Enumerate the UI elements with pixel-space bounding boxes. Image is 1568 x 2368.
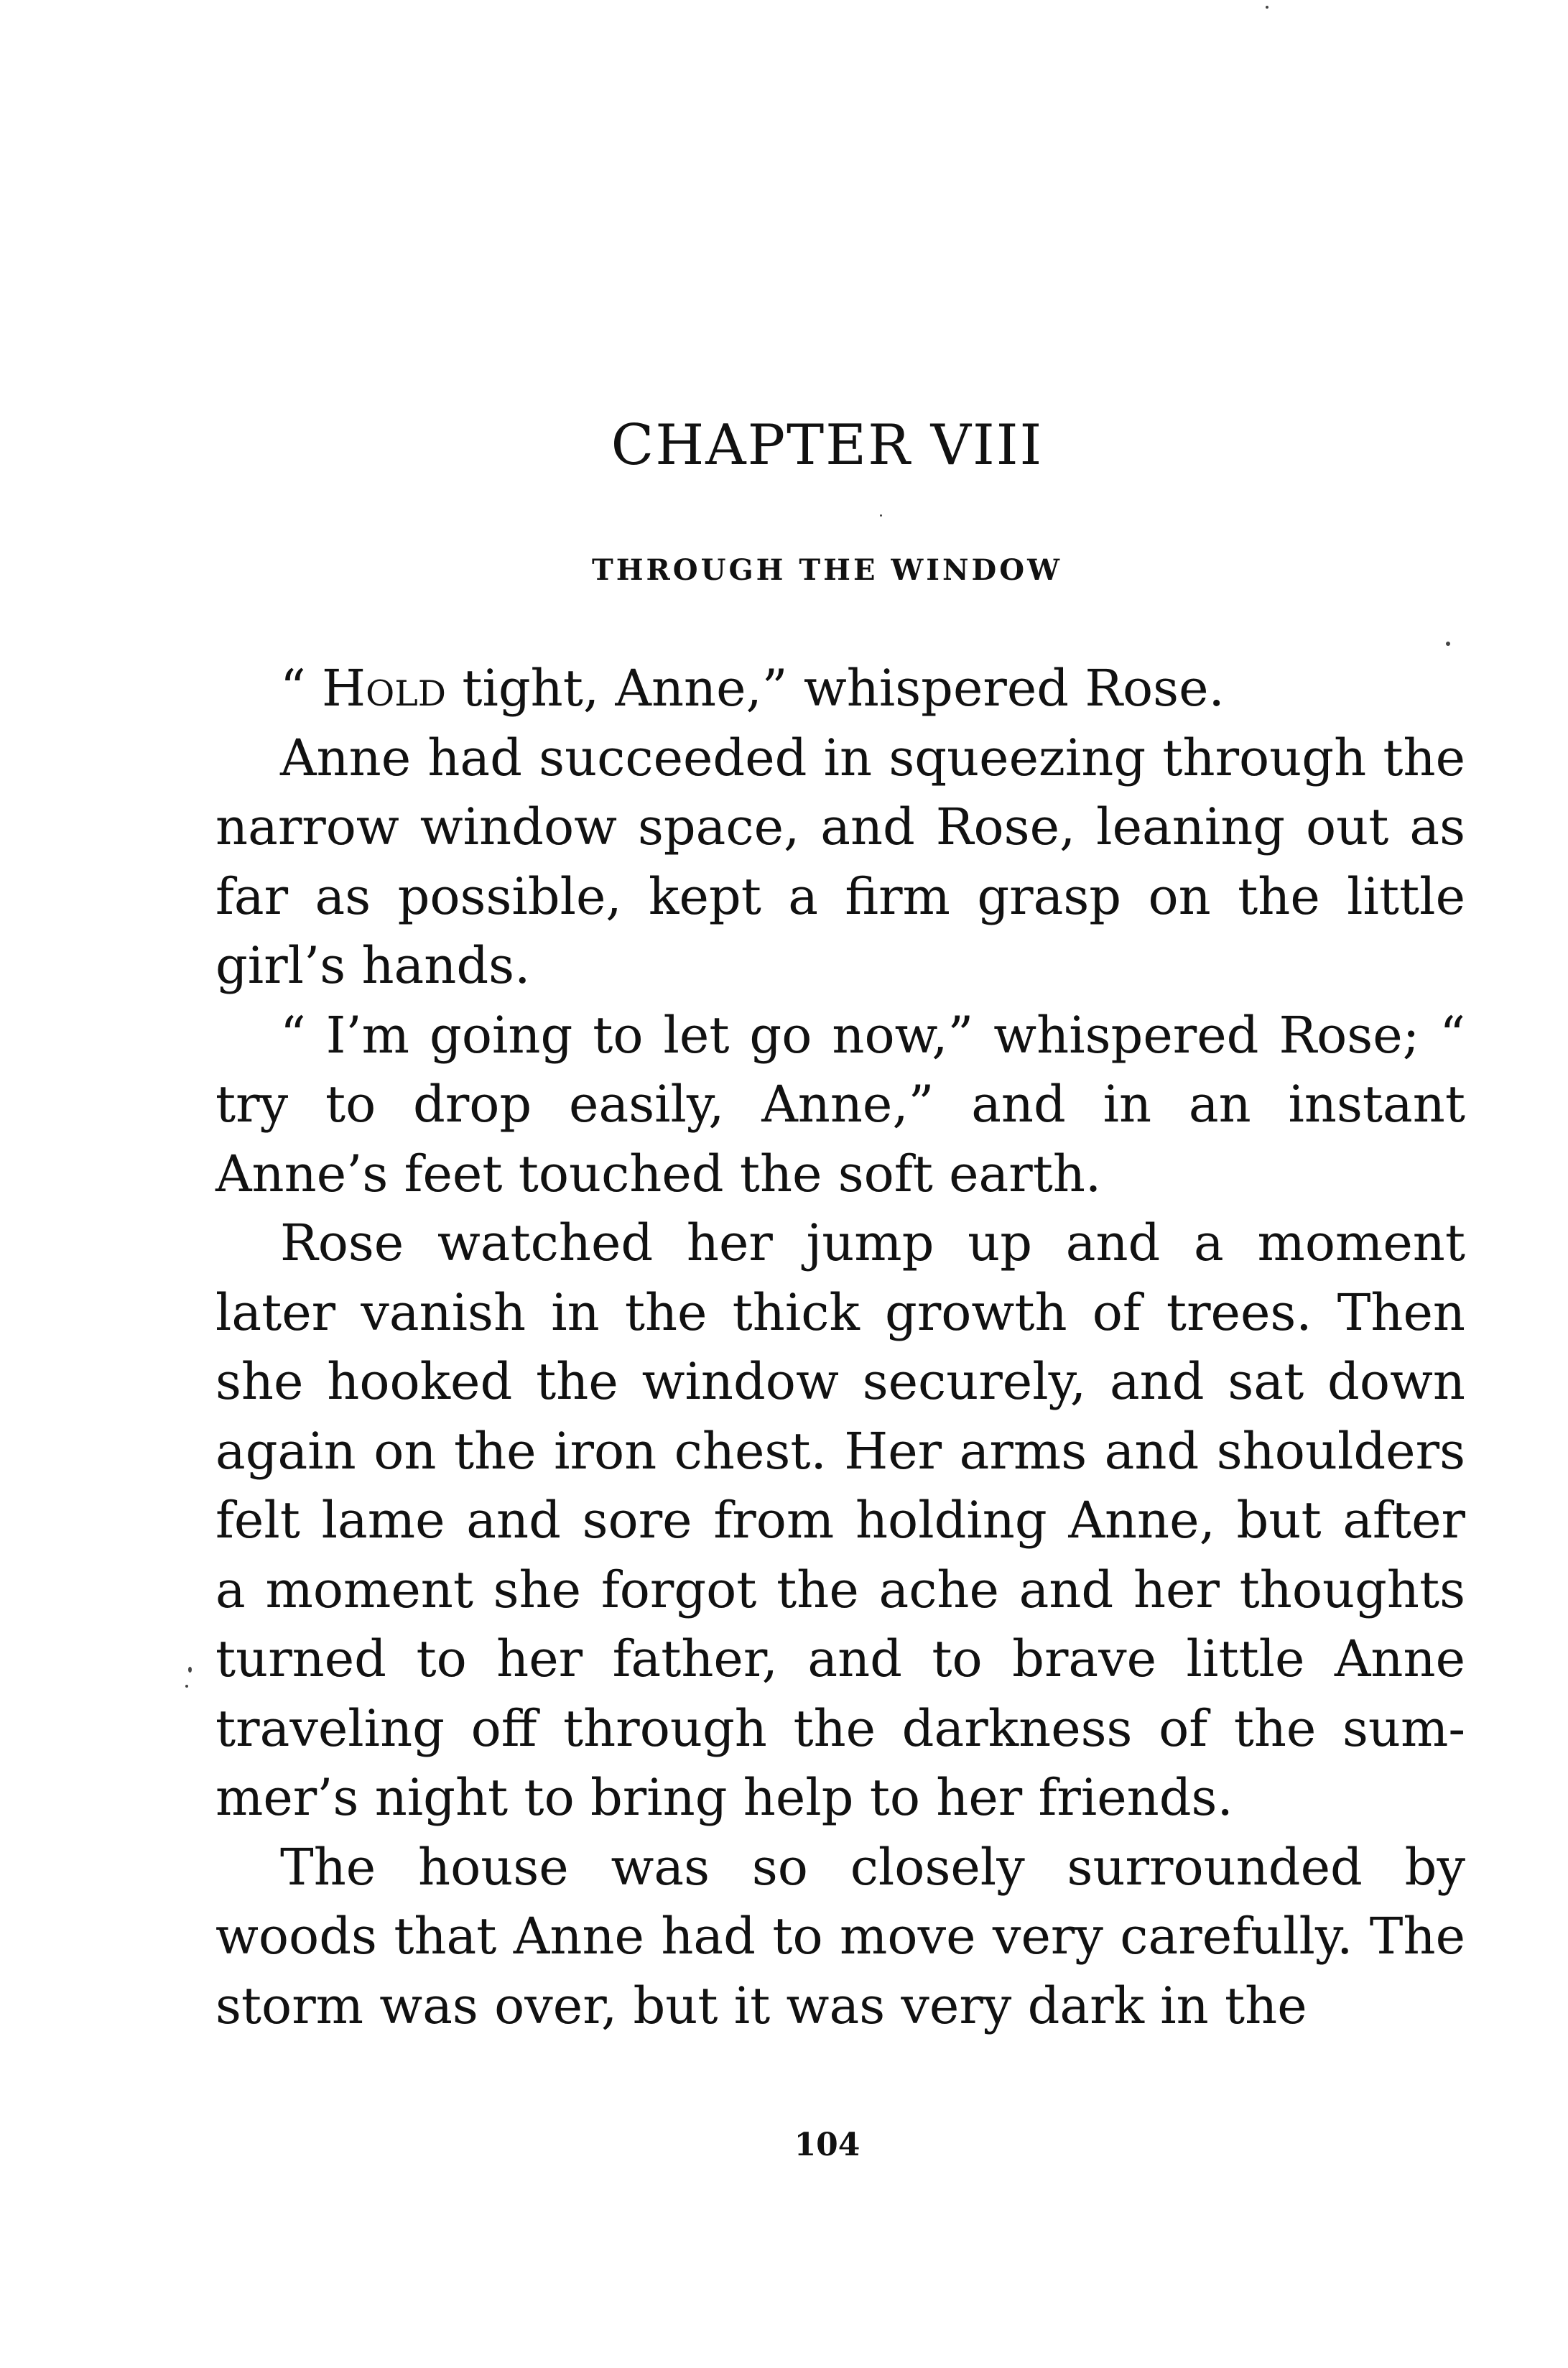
page-number: 104 <box>794 2127 860 2163</box>
scan-speck <box>185 1685 188 1688</box>
paragraph-1 <box>215 654 1465 723</box>
scan-speck <box>1446 642 1450 646</box>
paragraph-1-text: tight, Anne,” whispered Rose. <box>446 659 1225 718</box>
paragraph-3: “ I’m going to let go now,” whispered Rose; “ try to drop easily, Anne,” and in an instant Anne’s feet touched the soft earth. <box>215 1005 1465 1203</box>
paragraph-2: Anne had succeeded in squeezing through the narrow window space, and Rose, leaning out as far as possible, kept a firm grasp on the little girl’s hands. <box>215 728 1465 995</box>
chapter-subtitle: THROUGH THE WINDOW <box>591 553 1063 587</box>
body-text <box>215 654 1465 2040</box>
scan-speck <box>880 514 882 517</box>
scan-speck <box>188 1667 192 1673</box>
paragraph-4: Rose watched her jump up and a moment later vanish in the thick growth of trees. Then she hooked the window securely, and sat down again on the iron chest. Her arms and shoulders felt lame and sore from holding Anne, but after a moment she forgot the ache and her thoughts turned to her father, and to brave little Anne traveling off through the darkness of the sum-mer’s night to bring help to her friends. <box>215 1213 1465 1827</box>
drop-word: Hold <box>322 659 447 718</box>
opening-quote: “ <box>280 659 323 718</box>
paragraph-5: The house was so closely surrounded by woods that Anne had to move very carefully. The storm was over, but it was very dark in the <box>215 1837 1465 2035</box>
chapter-title: CHAPTER VIII <box>611 413 1044 478</box>
scan-speck <box>1266 6 1268 9</box>
